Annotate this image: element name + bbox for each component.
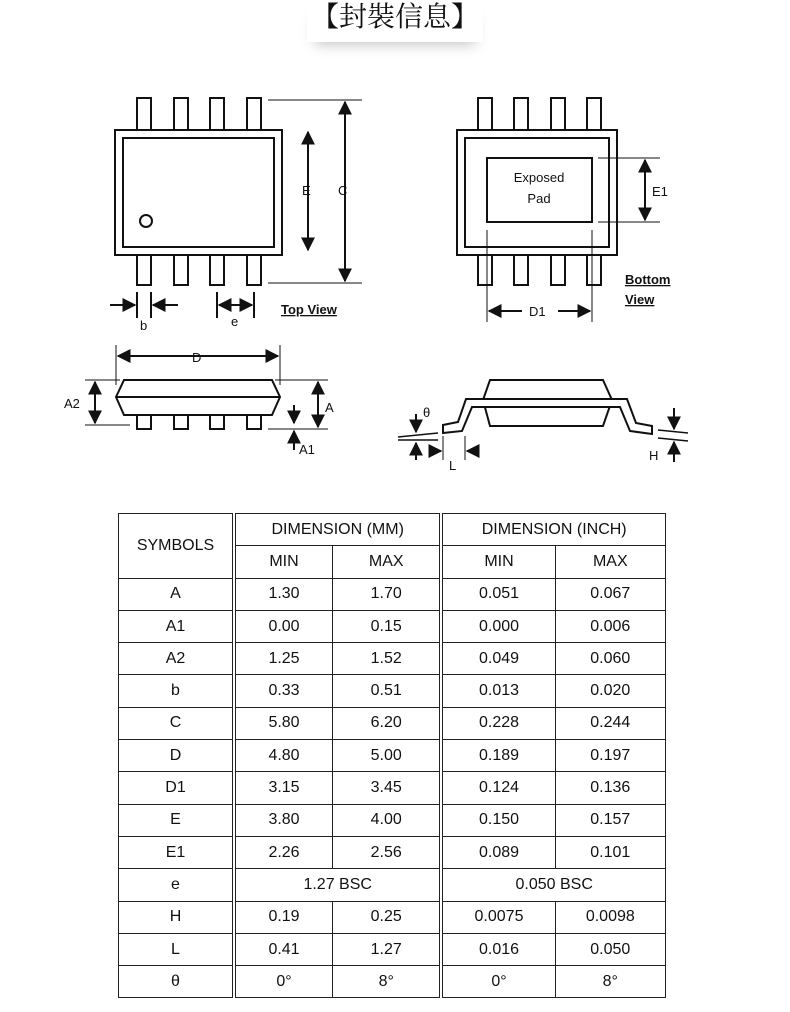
side-view	[64, 345, 334, 457]
inch-max-cell: 0.136	[555, 772, 665, 804]
inch-max-cell: 0.197	[555, 740, 665, 772]
dim-e-label: E	[302, 183, 311, 198]
inch-min-cell: 0.049	[441, 643, 555, 675]
inch-min-cell: 0.051	[441, 578, 555, 610]
mm-max-cell: 1.27	[333, 933, 442, 965]
dim-e1-label: E1	[652, 184, 668, 199]
symbol-cell: θ	[119, 966, 235, 998]
inch-max-cell: 0.101	[555, 836, 665, 868]
inch-min-cell: 0°	[441, 966, 555, 998]
table-row	[119, 869, 666, 901]
symbol-cell: A1	[119, 610, 235, 642]
inch-min-cell: 0.089	[441, 836, 555, 868]
mm-header: DIMENSION (MM)	[234, 514, 441, 546]
dim-d-label: D	[192, 350, 202, 365]
inch-bsc-cell: 0.050 BSC	[441, 869, 665, 901]
inch-max-header: MAX	[555, 546, 665, 578]
mm-min-cell: 3.80	[234, 804, 333, 836]
mm-max-cell: 3.45	[333, 772, 442, 804]
symbol-cell: b	[119, 675, 235, 707]
mm-bsc-cell: 1.27 BSC	[234, 869, 441, 901]
symbol-cell: D1	[119, 772, 235, 804]
mm-min-cell: 0°	[234, 966, 333, 998]
inch-max-cell: 0.006	[555, 610, 665, 642]
dim-a-label: A	[325, 400, 334, 415]
mm-min-cell: 0.41	[234, 933, 333, 965]
table-row	[119, 643, 666, 675]
symbols-header: SYMBOLS	[119, 514, 235, 579]
table-row	[119, 772, 666, 804]
mm-min-cell: 0.00	[234, 610, 333, 642]
dim-pitch-label: e	[231, 314, 239, 329]
inch-max-cell: 8°	[555, 966, 665, 998]
inch-min-cell: 0.000	[441, 610, 555, 642]
pad-label: Pad	[527, 191, 551, 206]
symbol-cell: E	[119, 804, 235, 836]
mm-max-cell: 1.52	[333, 643, 442, 675]
dim-a2-label: A2	[64, 396, 80, 411]
inch-max-cell: 0.244	[555, 707, 665, 739]
dim-c-label: C	[338, 183, 348, 198]
mm-max-header: MAX	[333, 546, 442, 578]
table-row	[119, 804, 666, 836]
dimension-table	[118, 513, 666, 998]
dim-theta-label: θ	[423, 405, 431, 420]
dim-a1-label: A1	[299, 442, 315, 457]
mm-max-cell: 2.56	[333, 836, 442, 868]
page-title: 【封裝信息】	[0, 0, 790, 42]
inch-min-cell: 0.016	[441, 933, 555, 965]
mm-max-cell: 0.51	[333, 675, 442, 707]
table-row	[119, 707, 666, 739]
mm-min-cell: 2.26	[234, 836, 333, 868]
inch-min-cell: 0.228	[441, 707, 555, 739]
pin1-marker	[140, 215, 152, 227]
mm-max-cell: 1.70	[333, 578, 442, 610]
table-header-row	[119, 514, 666, 546]
table-row	[119, 933, 666, 965]
symbol-cell: C	[119, 707, 235, 739]
mm-max-cell: 6.20	[333, 707, 442, 739]
mm-min-cell: 4.80	[234, 740, 333, 772]
mm-min-cell: 5.80	[234, 707, 333, 739]
table-row	[119, 836, 666, 868]
mm-min-cell: 1.25	[234, 643, 333, 675]
symbol-cell: A2	[119, 643, 235, 675]
symbol-cell: e	[119, 869, 235, 901]
mm-min-cell: 0.19	[234, 901, 333, 933]
inch-max-cell: 0.020	[555, 675, 665, 707]
bottom-view-label: Bottom	[625, 272, 671, 287]
inch-min-cell: 0.189	[441, 740, 555, 772]
mm-max-cell: 5.00	[333, 740, 442, 772]
table-row	[119, 610, 666, 642]
dim-l-label: L	[449, 458, 457, 473]
mm-max-cell: 4.00	[333, 804, 442, 836]
table-row	[119, 740, 666, 772]
mm-min-cell: 1.30	[234, 578, 333, 610]
exposed-pad	[487, 158, 592, 222]
pad-label: Exposed	[513, 170, 565, 185]
inch-header: DIMENSION (INCH)	[441, 514, 665, 546]
package-diagram	[0, 0, 790, 500]
symbol-cell: D	[119, 740, 235, 772]
inch-max-cell: 0.060	[555, 643, 665, 675]
mm-min-cell: 3.15	[234, 772, 333, 804]
inch-min-cell: 0.013	[441, 675, 555, 707]
mm-max-cell: 0.15	[333, 610, 442, 642]
inch-max-cell: 0.067	[555, 578, 665, 610]
symbol-cell: A	[119, 578, 235, 610]
inch-min-header: MIN	[441, 546, 555, 578]
mm-max-cell: 8°	[333, 966, 442, 998]
symbol-cell: H	[119, 901, 235, 933]
mm-max-cell: 0.25	[333, 901, 442, 933]
inch-max-cell: 0.0098	[555, 901, 665, 933]
table-row	[119, 966, 666, 998]
inch-max-cell: 0.050	[555, 933, 665, 965]
dim-d1-label: D1	[529, 304, 546, 319]
symbol-cell: L	[119, 933, 235, 965]
inch-min-cell: 0.124	[441, 772, 555, 804]
end-view	[398, 380, 688, 473]
dim-b-label: b	[140, 318, 148, 333]
symbol-cell: E1	[119, 836, 235, 868]
table-row	[119, 578, 666, 610]
table-row	[119, 675, 666, 707]
top-view	[110, 98, 362, 333]
top-view-label: Top View	[281, 302, 337, 317]
bottom-view	[457, 98, 671, 322]
inch-min-cell: 0.150	[441, 804, 555, 836]
bottom-view-label: View	[625, 292, 655, 307]
inch-min-cell: 0.0075	[441, 901, 555, 933]
table-row	[119, 901, 666, 933]
mm-min-header: MIN	[234, 546, 333, 578]
dim-h-label: H	[649, 448, 659, 463]
mm-min-cell: 0.33	[234, 675, 333, 707]
inch-max-cell: 0.157	[555, 804, 665, 836]
